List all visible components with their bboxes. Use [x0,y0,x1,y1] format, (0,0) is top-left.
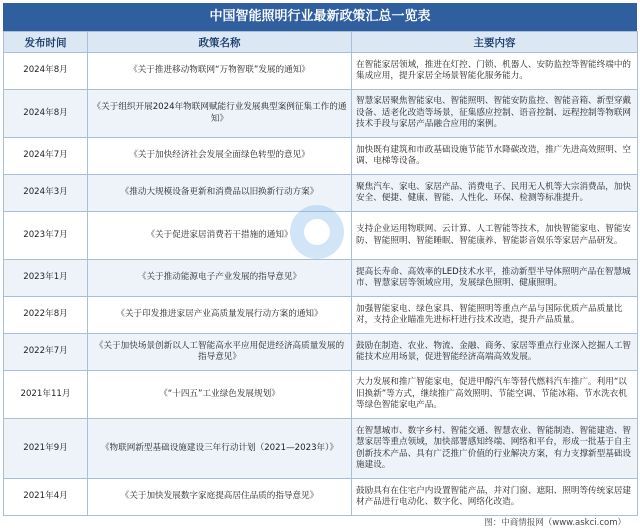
header-row [4,32,638,53]
row-content: 加快既有建筑和市政基础设施节能节水降碳改造，推广先进高效照明、空调、电梯等设备。 [352,138,638,175]
row-policy-name: 《关于促进家居消费若干措施的通知》 [88,212,352,260]
table-row [4,419,638,479]
row-date: 2021年4月 [4,479,88,516]
row-policy-name: 《关于加快经济社会发展全面绿色转型的意见》 [88,138,352,175]
row-date: 2024年7月 [4,138,88,175]
row-date: 2023年1月 [4,260,88,297]
row-content: 提高长寿命、高效率的LED技术水平，推动新型半导体照明产品在智慧城市、智慧家居等领域应用，发展绿色照明、健康照明。 [352,260,638,297]
row-content: 聚焦汽车、家电、家居产品、消费电子、民用无人机等大宗消费品，加快安全、便捷、健康、智能、人性化、环保、检测等标准提升。 [352,175,638,212]
row-policy-name: 《关于推进移动物联网“万物智联”发展的通知》 [88,53,352,90]
row-date: 2022年8月 [4,297,88,334]
table-row [4,479,638,516]
row-policy-name: 《关于加快场景创新以人工智能高水平应用促进经济高质量发展的指导意见》 [88,334,352,371]
row-policy-name: 《关于印发推进家居产业高质量发展行动方案的通知》 [88,297,352,334]
table-row [4,334,638,371]
table-row [4,297,638,334]
table-row [4,138,638,175]
row-policy-name: 《关于加快发展数字家庭提高居住品质的指导意见》 [88,479,352,516]
row-policy-name: 《物联网新型基础设施建设三年行动计划（2021—2023年）》 [88,419,352,479]
header-name: 政策名称 [88,32,352,53]
row-content: 加强智能家电、绿色家具、智能照明等重点产品与国际优质产品质量比对，支持企业瞄准先进标杆进行技术改造，提升产品质量。 [352,297,638,334]
table-row [4,53,638,90]
table-row [4,212,638,260]
row-policy-name: 《“十四五”工业绿色发展规划》 [88,371,352,419]
row-content: 在智能家居领域，推进在灯控、门锁、机器人、安防监控等智能终端中的集成应用，提升家居全场景智能化服务能力。 [352,53,638,90]
row-date: 2024年8月 [4,90,88,138]
row-date: 2021年11月 [4,371,88,419]
header-content: 主要内容 [352,32,638,53]
table-row [4,175,638,212]
row-content: 在智慧城市、数字乡村、智能交通、智慧农业、智能制造、智能建造、智慧家居等重点领域，加快部署感知终端、网络和平台，形成一批基于自主创新技术产品、具有广泛推广价值的行业解决方案，有力支撑新型基础设施建设。 [352,419,638,479]
row-content: 鼓励在制造、农业、物流、金融、商务、家居等重点行业深入挖掘人工智能技术应用场景，促进智能经济高端高效发展。 [352,334,638,371]
row-policy-name: 《关于组织开展2024年物联网赋能行业发展典型案例征集工作的通知》 [88,90,352,138]
row-policy-name: 《推动大规模设备更新和消费品以旧换新行动方案》 [88,175,352,212]
source-note: 图：中商情报网（www.askci.com） [484,518,626,528]
row-date: 2024年8月 [4,53,88,90]
row-date: 2022年7月 [4,334,88,371]
policy-table [3,31,638,516]
row-date: 2021年9月 [4,419,88,479]
row-content: 支持企业运用物联网、云计算、人工智能等技术，加快智能家电、智能安防、智能照明、智能睡眠、智能康养、智能影音娱乐等家居产品研发。 [352,212,638,260]
row-policy-name: 《关于推动能源电子产业发展的指导意见》 [88,260,352,297]
row-content: 智慧家居聚焦智能家电、智能照明、智能安防监控、智能音箱、新型穿戴设备、适老化改造等场景，征集感应控制、语音控制、远程控制等物联网技术手段与家居产品融合应用的案例。 [352,90,638,138]
row-date: 2023年7月 [4,212,88,260]
header-date: 发布时间 [4,32,88,53]
table-row [4,90,638,138]
row-date: 2024年3月 [4,175,88,212]
table-title: 中国智能照明行业最新政策汇总一览表 [3,3,637,31]
row-content: 大力发展和推广智能家电，促进甲醇汽车等替代燃料汽车推广。利用“以旧换新”等方式，继续推广高效照明、节能空调、节能冰箱、节水洗衣机等绿色智能家电产品。 [352,371,638,419]
table-row [4,260,638,297]
table-row [4,371,638,419]
row-content: 鼓励具有在住宅户内设置智能产品，并对门窗、遮阳、照明等传统家居建材产品进行电动化、数字化、网络化改造。 [352,479,638,516]
